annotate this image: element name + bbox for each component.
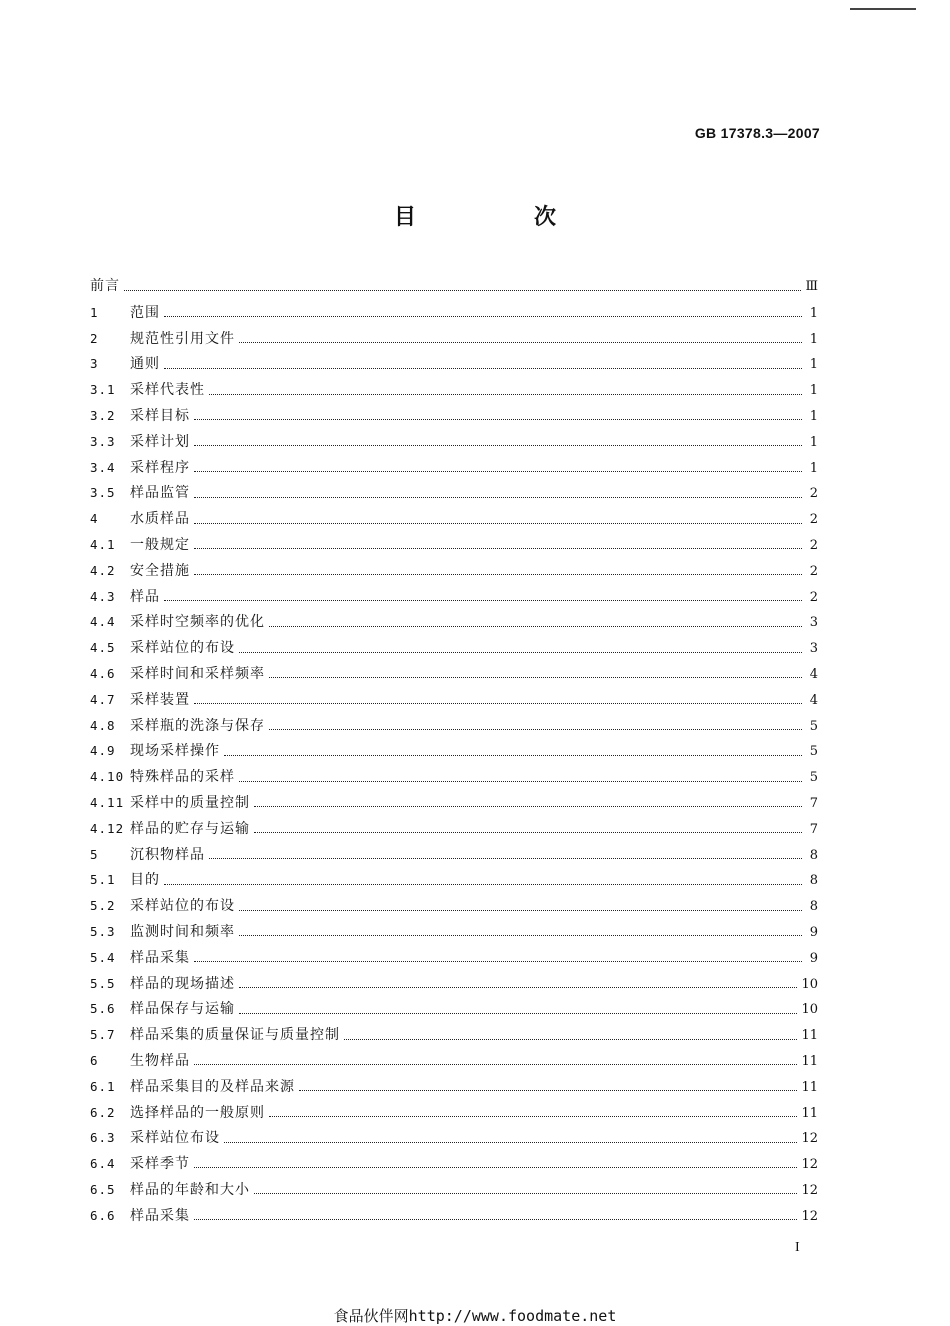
toc-entry[interactable] xyxy=(90,971,818,997)
toc-entry-page: 12 xyxy=(801,1208,818,1224)
toc-entry-page: 8 xyxy=(809,847,818,863)
toc-entry-page: 8 xyxy=(809,899,818,915)
toc-entry[interactable] xyxy=(90,1151,818,1177)
toc-entry[interactable] xyxy=(90,764,818,790)
toc-entry-number: 6.1 xyxy=(90,1078,116,1094)
toc-entry[interactable] xyxy=(90,867,818,893)
toc-entry-title: 采样时空频率的优化 xyxy=(130,614,265,631)
toc-entry[interactable] xyxy=(90,455,818,481)
toc-dot-leader xyxy=(164,316,802,317)
toc-entry-title: 样品 xyxy=(130,588,160,605)
toc-entry-page: 11 xyxy=(801,1028,818,1044)
toc-entry[interactable] xyxy=(90,919,818,945)
toc-entry[interactable] xyxy=(90,480,818,506)
toc-entry-number: 5.6 xyxy=(90,1001,116,1017)
toc-dot-leader xyxy=(209,394,802,395)
toc-entry-number: 2 xyxy=(90,330,99,346)
toc-entry[interactable] xyxy=(90,1177,818,1203)
table-of-contents xyxy=(90,274,818,1228)
toc-entry[interactable] xyxy=(90,893,818,919)
toc-entry-title: 沉积物样品 xyxy=(130,846,205,863)
toc-entry-title: 安全措施 xyxy=(130,562,190,579)
toc-dot-leader xyxy=(194,1064,797,1065)
toc-dot-leader xyxy=(194,445,802,446)
toc-entry[interactable] xyxy=(90,687,818,713)
toc-entry-page: 2 xyxy=(809,563,818,579)
standard-code: GB 17378.3—2007 xyxy=(694,125,820,141)
toc-entry-number: 6 xyxy=(90,1052,99,1068)
toc-dot-leader xyxy=(164,884,802,885)
toc-entry-title: 采样目标 xyxy=(130,407,190,424)
toc-dot-leader xyxy=(194,497,802,498)
toc-dot-leader xyxy=(194,523,802,524)
toc-entry-page: 10 xyxy=(801,1002,818,1018)
toc-entry[interactable] xyxy=(90,842,818,868)
toc-dot-leader xyxy=(194,1219,797,1220)
toc-entry-page: 1 xyxy=(809,305,818,321)
toc-entry-title: 现场采样操作 xyxy=(130,743,220,760)
toc-entry-page: 1 xyxy=(809,408,818,424)
toc-entry-page: 9 xyxy=(809,924,818,940)
toc-entry[interactable] xyxy=(90,816,818,842)
toc-dot-leader xyxy=(269,1116,797,1117)
toc-dot-leader xyxy=(239,935,802,936)
toc-entry-number: 3 xyxy=(90,356,99,372)
toc-entry-title: 样品采集目的及样品来源 xyxy=(130,1078,295,1095)
toc-entry-page: Ⅲ xyxy=(805,279,818,294)
toc-entry-page: 7 xyxy=(809,821,818,837)
toc-entry-title: 采样时间和采样频率 xyxy=(130,665,265,682)
toc-dot-leader xyxy=(164,600,802,601)
toc-entry-number: 4.6 xyxy=(90,665,116,681)
toc-entry[interactable] xyxy=(90,661,818,687)
toc-entry-number: 4 xyxy=(90,511,99,527)
toc-dot-leader xyxy=(254,806,802,807)
toc-entry-title: 一般规定 xyxy=(130,536,190,553)
toc-entry[interactable] xyxy=(90,584,818,610)
toc-dot-leader xyxy=(239,342,802,343)
toc-dot-leader xyxy=(224,755,802,756)
toc-dot-leader xyxy=(194,1167,797,1168)
toc-entry-title: 样品的现场描述 xyxy=(130,975,235,992)
toc-entry-title: 前言 xyxy=(90,278,120,294)
toc-entry-title: 采样中的质量控制 xyxy=(130,794,250,811)
toc-entry-title: 监测时间和频率 xyxy=(130,923,235,940)
toc-entry-number: 4.7 xyxy=(90,691,116,707)
toc-entry-page: 2 xyxy=(809,589,818,605)
toc-entry-page: 1 xyxy=(809,383,818,399)
toc-dot-leader xyxy=(269,626,802,627)
toc-entry-title: 规范性引用文件 xyxy=(130,330,235,347)
toc-dot-leader xyxy=(269,677,802,678)
toc-entry-number: 4.1 xyxy=(90,536,116,552)
toc-entry-title: 采样瓶的洗涤与保存 xyxy=(130,717,265,734)
toc-dot-leader xyxy=(239,781,802,782)
toc-entry-title: 选择样品的一般原则 xyxy=(130,1104,265,1121)
toc-entry-number: 4.3 xyxy=(90,588,116,604)
toc-entry[interactable] xyxy=(90,1100,818,1126)
toc-entry[interactable] xyxy=(90,326,818,352)
toc-dot-leader xyxy=(194,961,802,962)
toc-entry[interactable] xyxy=(90,351,818,377)
toc-dot-leader xyxy=(194,548,802,549)
top-rule xyxy=(850,8,916,10)
toc-entry-number: 6.4 xyxy=(90,1156,116,1172)
toc-entry[interactable] xyxy=(90,790,818,816)
toc-entry[interactable] xyxy=(90,274,818,300)
toc-entry-page: 1 xyxy=(809,460,818,476)
toc-entry-number: 4.9 xyxy=(90,743,116,759)
toc-dot-leader xyxy=(239,652,802,653)
toc-entry[interactable] xyxy=(90,506,818,532)
page-title: 目 次 xyxy=(393,205,604,230)
toc-entry-title: 样品保存与运输 xyxy=(130,1001,235,1018)
toc-entry-title: 生物样品 xyxy=(130,1052,190,1069)
toc-entry-page: 3 xyxy=(809,641,818,657)
toc-dot-leader xyxy=(194,703,802,704)
toc-dot-leader xyxy=(194,574,802,575)
toc-dot-leader xyxy=(254,1193,797,1194)
toc-entry[interactable] xyxy=(90,713,818,739)
toc-entry[interactable] xyxy=(90,635,818,661)
toc-entry[interactable] xyxy=(90,1048,818,1074)
toc-entry-number: 3.1 xyxy=(90,382,116,398)
toc-entry-number: 6.2 xyxy=(90,1104,116,1120)
toc-entry-number: 3.3 xyxy=(90,433,116,449)
toc-entry-number: 4.12 xyxy=(90,820,125,836)
toc-entry-number: 5.3 xyxy=(90,923,116,939)
toc-entry-page: 10 xyxy=(801,976,818,992)
toc-entry-number: 4.8 xyxy=(90,717,116,733)
toc-dot-leader xyxy=(194,471,802,472)
toc-entry[interactable] xyxy=(90,738,818,764)
toc-dot-leader xyxy=(239,987,797,988)
toc-entry-page: 1 xyxy=(809,357,818,373)
toc-entry-page: 11 xyxy=(801,1079,818,1095)
toc-entry[interactable] xyxy=(90,558,818,584)
toc-dot-leader xyxy=(344,1039,797,1040)
toc-entry-number: 6.5 xyxy=(90,1181,116,1197)
toc-entry-page: 11 xyxy=(801,1105,818,1121)
toc-entry-number: 4.4 xyxy=(90,614,116,630)
toc-entry[interactable] xyxy=(90,1125,818,1151)
toc-entry[interactable] xyxy=(90,377,818,403)
toc-entry[interactable] xyxy=(90,945,818,971)
toc-entry-title: 采样装置 xyxy=(130,691,190,708)
toc-entry[interactable] xyxy=(90,300,818,326)
toc-entry-title: 采样程序 xyxy=(130,459,190,476)
toc-entry-number: 4.11 xyxy=(90,794,125,810)
toc-entry-title: 采样季节 xyxy=(130,1156,190,1173)
toc-entry-page: 2 xyxy=(809,512,818,528)
toc-dot-leader xyxy=(239,1013,797,1014)
toc-entry-title: 特殊样品的采样 xyxy=(130,769,235,786)
toc-entry-title: 样品采集 xyxy=(130,949,190,966)
toc-entry-page: 5 xyxy=(809,718,818,734)
toc-entry[interactable] xyxy=(90,532,818,558)
toc-entry-number: 4.5 xyxy=(90,640,116,656)
toc-entry-title: 目的 xyxy=(130,872,160,889)
toc-entry-title: 采样代表性 xyxy=(130,382,205,399)
toc-entry-title: 样品的年龄和大小 xyxy=(130,1181,250,1198)
toc-entry-number: 5.7 xyxy=(90,1027,116,1043)
toc-entry[interactable] xyxy=(90,1022,818,1048)
toc-entry-number: 6.6 xyxy=(90,1207,116,1223)
toc-entry[interactable] xyxy=(90,403,818,429)
toc-entry-page: 9 xyxy=(809,950,818,966)
toc-entry-title: 采样站位的布设 xyxy=(130,898,235,915)
toc-entry-page: 8 xyxy=(809,873,818,889)
toc-dot-leader xyxy=(224,1142,797,1143)
toc-entry-page: 2 xyxy=(809,486,818,502)
toc-entry-number: 5.4 xyxy=(90,949,116,965)
toc-entry-page: 3 xyxy=(809,615,818,631)
toc-entry-title: 采样站位布设 xyxy=(130,1130,220,1147)
toc-entry-title: 水质样品 xyxy=(130,511,190,528)
toc-entry-title: 通则 xyxy=(130,356,160,373)
toc-entry-title: 采样站位的布设 xyxy=(130,640,235,657)
toc-entry-number: 5 xyxy=(90,846,99,862)
toc-dot-leader xyxy=(164,368,802,369)
toc-dot-leader xyxy=(269,729,802,730)
footer-watermark: 食品伙伴网http://www.foodmate.net xyxy=(333,1307,617,1325)
toc-entry-page: 12 xyxy=(801,1182,818,1198)
toc-entry-page: 4 xyxy=(809,692,818,708)
toc-entry-title: 样品的贮存与运输 xyxy=(130,820,250,837)
toc-entry-number: 6.3 xyxy=(90,1130,116,1146)
toc-entry-page: 5 xyxy=(809,770,818,786)
toc-dot-leader xyxy=(194,419,802,420)
toc-entry-page: 7 xyxy=(809,795,818,811)
toc-entry[interactable] xyxy=(90,1074,818,1100)
toc-dot-leader xyxy=(254,832,802,833)
toc-entry-number: 3.5 xyxy=(90,485,116,501)
toc-entry[interactable] xyxy=(90,996,818,1022)
toc-entry-page: 12 xyxy=(801,1131,818,1147)
toc-entry-page: 1 xyxy=(809,434,818,450)
toc-entry[interactable] xyxy=(90,609,818,635)
toc-entry-number: 5.1 xyxy=(90,872,116,888)
toc-dot-leader xyxy=(124,290,801,291)
toc-entry[interactable] xyxy=(90,1203,818,1229)
toc-entry-page: 5 xyxy=(809,744,818,760)
toc-entry-number: 1 xyxy=(90,304,99,320)
toc-dot-leader xyxy=(209,858,802,859)
toc-entry-number: 3.4 xyxy=(90,459,116,475)
toc-entry-number: 4.2 xyxy=(90,562,116,578)
toc-dot-leader xyxy=(239,910,802,911)
toc-entry-page: 4 xyxy=(809,666,818,682)
toc-entry-title: 样品监管 xyxy=(130,485,190,502)
toc-entry-title: 样品采集的质量保证与质量控制 xyxy=(130,1027,340,1044)
toc-entry-page: 2 xyxy=(809,537,818,553)
toc-entry-number: 5.5 xyxy=(90,975,116,991)
toc-entry-title: 采样计划 xyxy=(130,433,190,450)
toc-entry-title: 样品采集 xyxy=(130,1207,190,1224)
toc-entry-number: 4.10 xyxy=(90,769,125,785)
toc-dot-leader xyxy=(299,1090,797,1091)
toc-entry-page: 11 xyxy=(801,1053,818,1069)
toc-entry-page: 12 xyxy=(801,1157,818,1173)
toc-entry-number: 5.2 xyxy=(90,898,116,914)
toc-entry-number: 3.2 xyxy=(90,407,116,423)
toc-entry-page: 1 xyxy=(809,331,818,347)
page-folio: I xyxy=(795,1240,800,1255)
toc-entry[interactable] xyxy=(90,429,818,455)
toc-entry-title: 范围 xyxy=(130,304,160,321)
